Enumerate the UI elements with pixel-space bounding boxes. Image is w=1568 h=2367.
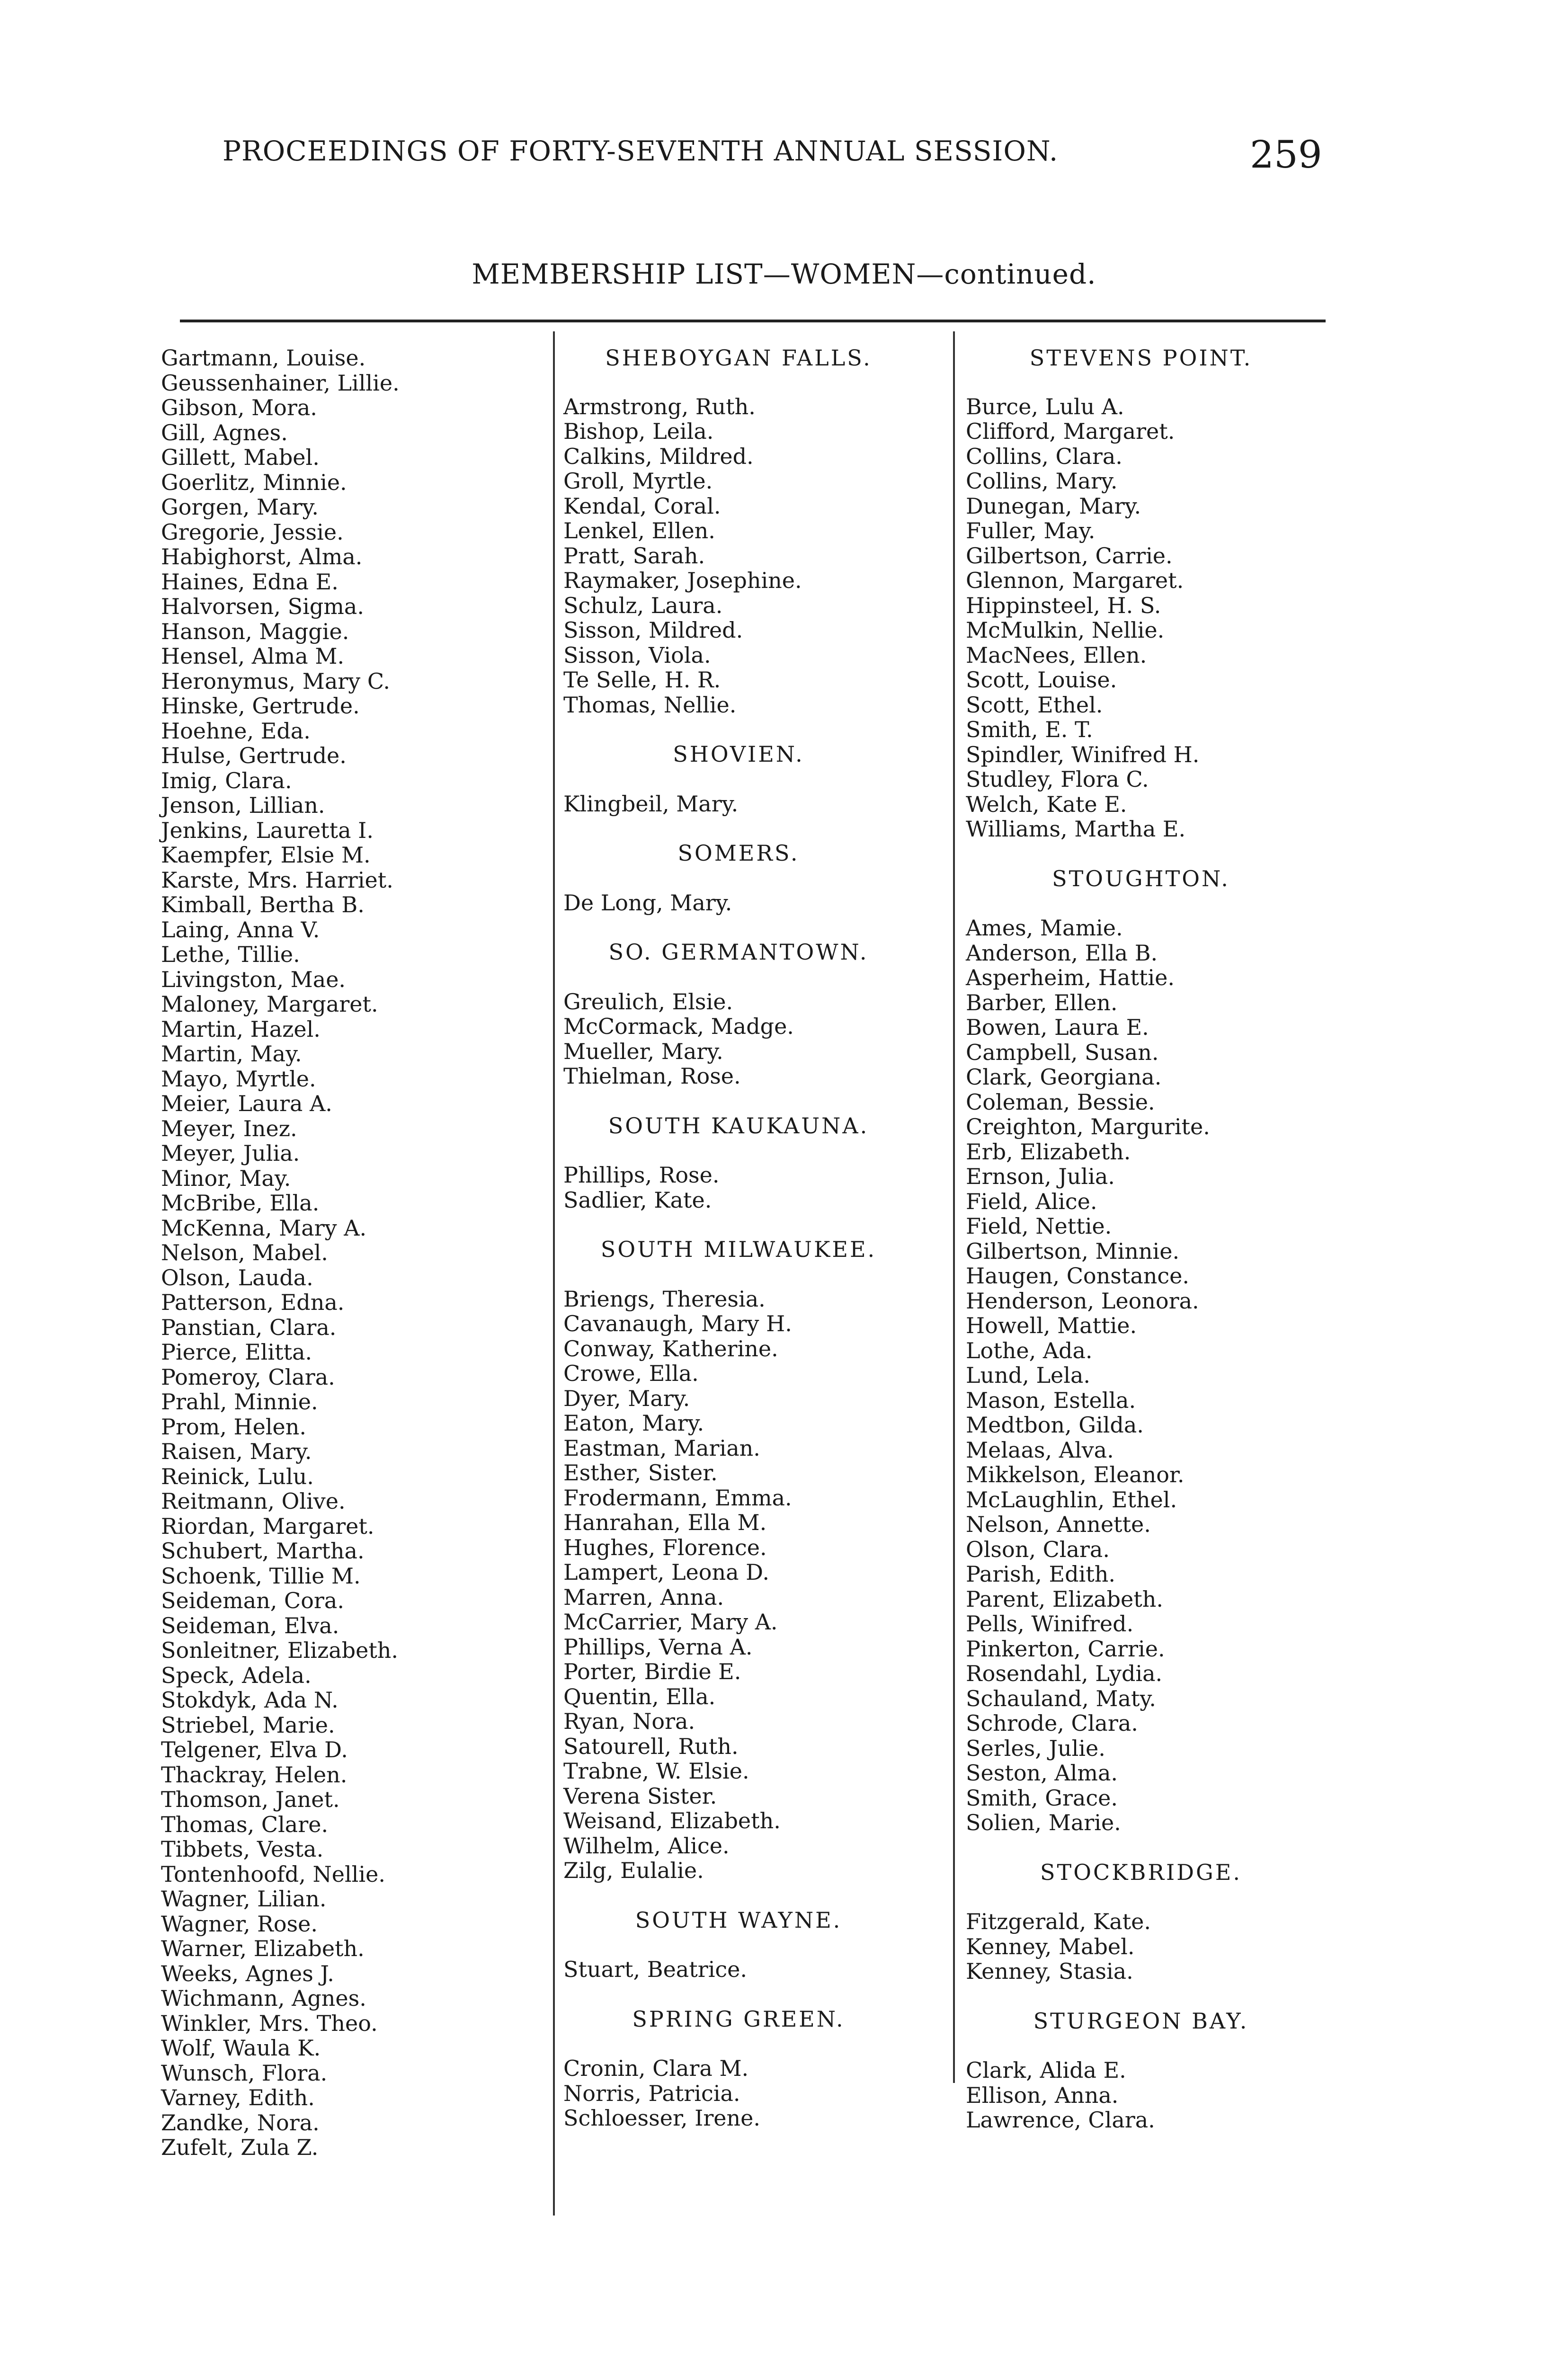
member-name: Kendal, Coral.: [563, 493, 721, 519]
member-name: Hanson, Maggie.: [161, 618, 349, 644]
member-name: Prahl, Minnie.: [161, 1389, 318, 1415]
member-name: Cronin, Clara M.: [563, 2056, 749, 2081]
member-name: Howell, Mattie.: [966, 1313, 1137, 1338]
town-heading: STEVENS POINT.: [1029, 345, 1253, 371]
member-name: Nelson, Annette.: [966, 1512, 1151, 1537]
member-name: Schulz, Laura.: [563, 592, 723, 618]
member-name: Jenkins, Lauretta I.: [161, 817, 374, 843]
town-group: [966, 346, 1326, 842]
town-heading: SOUTH KAUKAUNA.: [608, 1112, 869, 1139]
member-name: Ryan, Nora.: [563, 1709, 695, 1734]
member-name: Lethe, Tillie.: [161, 942, 300, 967]
member-name: Hughes, Florence.: [563, 1534, 767, 1560]
member-name: Burce, Lulu A.: [966, 393, 1124, 419]
member-name: Stuart, Beatrice.: [563, 1957, 748, 1982]
member-name: Studley, Flora C.: [966, 766, 1149, 792]
member-name: Meier, Laura A.: [161, 1091, 332, 1116]
town-group: [161, 346, 540, 2160]
running-title: PROCEEDINGS OF FORTY-SEVENTH ANNUAL SESSION.: [223, 135, 1059, 167]
member-name: Patterson, Edna.: [161, 1290, 345, 1315]
member-name: Halvorsen, Sigma.: [161, 594, 364, 619]
member-name: Stokdyk, Ada N.: [161, 1687, 339, 1713]
member-name: McKenna, Mary A.: [161, 1215, 367, 1241]
member-name: Raymaker, Josephine.: [563, 568, 802, 593]
member-name: Panstian, Clara.: [161, 1314, 337, 1340]
member-column-1: [161, 346, 540, 2160]
member-name: Hoehne, Eda.: [161, 718, 311, 744]
member-name: Verena Sister.: [563, 1783, 717, 1809]
member-name: MacNees, Ellen.: [966, 642, 1147, 668]
member-name: Seideman, Cora.: [161, 1588, 344, 1613]
member-name: Briengs, Theresia.: [563, 1286, 766, 1312]
member-name: Kenney, Mabel.: [966, 1933, 1135, 1959]
member-name: Gill, Agnes.: [161, 419, 288, 445]
town-group: [966, 866, 1326, 1835]
member-name: Ernson, Julia.: [966, 1164, 1115, 1189]
member-name: McLaughlin, Ethel.: [966, 1486, 1177, 1513]
member-name: Phillips, Verna A.: [563, 1634, 753, 1660]
member-name: Gartmann, Louise.: [161, 345, 366, 371]
member-name: Norris, Patricia.: [563, 2080, 740, 2106]
member-name: Haugen, Constance.: [966, 1263, 1189, 1289]
member-name: Klingbeil, Mary.: [563, 791, 739, 817]
town-heading: STURGEON BAY.: [1033, 2008, 1249, 2034]
town-group: [563, 2007, 942, 2131]
member-name: Raisen, Mary.: [161, 1439, 312, 1464]
member-name: Olson, Lauda.: [161, 1264, 313, 1290]
member-name: Field, Nettie.: [966, 1213, 1112, 1239]
member-name: Mason, Estella.: [966, 1387, 1136, 1413]
member-name: Parent, Elizabeth.: [966, 1586, 1163, 1612]
member-name: Weeks, Agnes J.: [161, 1960, 334, 1986]
town-heading: SHEBOYGAN FALLS.: [605, 345, 872, 371]
member-name: Schubert, Martha.: [161, 1538, 365, 1564]
town-group: [563, 841, 942, 915]
town-heading: SPRING GREEN.: [632, 2006, 845, 2032]
member-name: Eastman, Marian.: [563, 1435, 760, 1461]
member-name: Field, Alice.: [966, 1188, 1097, 1214]
member-name: Ellison, Anna.: [966, 2082, 1119, 2108]
header-rule: [180, 320, 1326, 322]
town-group: [563, 940, 942, 1089]
member-name: Dyer, Mary.: [563, 1385, 690, 1411]
member-name: Reitmann, Olive.: [161, 1488, 346, 1514]
member-name: Speck, Adela.: [161, 1662, 312, 1688]
member-name: Warner, Elizabeth.: [161, 1936, 365, 1961]
member-name: Clark, Georgiana.: [966, 1064, 1162, 1090]
member-name: Gilbertson, Carrie.: [966, 543, 1173, 569]
member-name: Te Selle, H. R.: [563, 667, 721, 693]
member-name: McBribe, Ella.: [161, 1190, 320, 1216]
member-name: Striebel, Marie.: [161, 1712, 335, 1738]
member-name: Sisson, Mildred.: [563, 617, 743, 643]
member-name: Pierce, Elitta.: [161, 1339, 312, 1365]
member-name: Meyer, Inez.: [161, 1115, 297, 1141]
town-heading: SOMERS.: [677, 840, 800, 866]
member-name: Pinkerton, Carrie.: [966, 1636, 1165, 1662]
member-name: Gillett, Mabel.: [161, 445, 320, 470]
member-name: Barber, Ellen.: [966, 989, 1118, 1015]
town-heading: SOUTH MILWAUKEE.: [600, 1237, 877, 1262]
member-name: Erb, Elizabeth.: [966, 1139, 1131, 1165]
member-name: Schauland, Maty.: [966, 1685, 1156, 1711]
member-name: Gregorie, Jessie.: [161, 519, 344, 545]
member-name: Telgener, Elva D.: [161, 1737, 348, 1762]
section-title: MEMBERSHIP LIST—WOMEN—continued.: [472, 258, 1096, 290]
member-name: Clifford, Margaret.: [966, 418, 1175, 444]
member-name: Fitzgerald, Kate.: [966, 1909, 1151, 1934]
member-name: Minor, May.: [161, 1165, 291, 1191]
member-name: Habighorst, Alma.: [161, 544, 363, 570]
member-name: Wagner, Lilian.: [161, 1886, 327, 1912]
member-name: Esther, Sister.: [563, 1460, 718, 1486]
member-name: Pomeroy, Clara.: [161, 1364, 335, 1390]
member-name: Meyer, Julia.: [161, 1140, 300, 1166]
town-heading: SO. GERMANTOWN.: [608, 939, 869, 965]
member-name: Riordan, Margaret.: [161, 1513, 374, 1539]
member-name: Glennon, Margaret.: [966, 568, 1184, 593]
member-name: Smith, E. T.: [966, 717, 1093, 742]
town-heading: STOUGHTON.: [1052, 865, 1230, 891]
member-column-3: [966, 346, 1326, 2133]
member-name: McCormack, Madge.: [563, 1014, 794, 1039]
member-name: Schrode, Clara.: [966, 1710, 1138, 1736]
column-divider-left: [553, 331, 555, 2216]
member-name: McMulkin, Nellie.: [966, 617, 1165, 643]
member-name: Smith, Grace.: [966, 1785, 1118, 1811]
member-name: Frodermann, Emma.: [563, 1485, 792, 1511]
member-name: Lothe, Ada.: [966, 1337, 1093, 1363]
member-name: Groll, Myrtle.: [563, 468, 713, 494]
town-group: [563, 346, 942, 717]
member-name: Zufelt, Zula Z.: [161, 2135, 319, 2160]
member-name: Seston, Alma.: [966, 1760, 1118, 1786]
member-name: Kenney, Stasia.: [966, 1958, 1133, 1984]
member-name: Geussenhainer, Lillie.: [161, 370, 400, 396]
member-name: Bowen, Laura E.: [966, 1014, 1149, 1040]
member-name: Creighton, Margurite.: [966, 1114, 1210, 1139]
member-name: McCarrier, Mary A.: [563, 1609, 778, 1635]
member-name: Varney, Edith.: [161, 2085, 315, 2110]
member-name: Gilbertson, Minnie.: [966, 1238, 1180, 1264]
member-name: Serles, Julie.: [966, 1735, 1105, 1761]
member-name: Gibson, Mora.: [161, 395, 317, 420]
town-group: [966, 2009, 1326, 2133]
member-name: Zilg, Eulalie.: [563, 1858, 704, 1883]
member-name: Sonleitner, Elizabeth.: [161, 1637, 399, 1663]
member-name: Williams, Martha E.: [966, 816, 1186, 842]
member-name: Calkins, Mildred.: [563, 443, 754, 469]
member-name: Laing, Anna V.: [161, 917, 320, 943]
member-name: Eaton, Mary.: [563, 1410, 704, 1436]
member-name: Zandke, Nora.: [161, 2109, 320, 2136]
town-group: [966, 1860, 1326, 1984]
member-name: Anderson, Ella B.: [966, 940, 1158, 966]
member-name: Crowe, Ella.: [563, 1361, 699, 1386]
member-name: Thomson, Janet.: [161, 1787, 340, 1812]
member-name: Martin, May.: [161, 1041, 302, 1067]
member-name: Weisand, Elizabeth.: [563, 1808, 781, 1833]
member-name: Wichmann, Agnes.: [161, 1985, 366, 2011]
member-name: Conway, Katherine.: [563, 1335, 778, 1361]
member-name: Trabne, W. Elsie.: [563, 1758, 749, 1784]
member-name: Marren, Anna.: [563, 1584, 724, 1610]
member-name: Tontenhoofd, Nellie.: [161, 1861, 385, 1887]
member-name: Lawrence, Clara.: [966, 2107, 1155, 2133]
member-name: Hensel, Alma M.: [161, 643, 345, 669]
member-name: Winkler, Mrs. Theo.: [161, 2010, 378, 2036]
town-group: [563, 742, 942, 816]
member-name: Scott, Ethel.: [966, 692, 1103, 718]
town-group: [563, 1908, 942, 1982]
column-divider-right: [953, 331, 955, 2083]
member-name: Kaempfer, Elsie M.: [161, 842, 371, 868]
member-name: Collins, Mary.: [966, 468, 1118, 494]
member-name: Greulich, Elsie.: [563, 988, 733, 1014]
member-name: Hulse, Gertrude.: [161, 743, 347, 768]
town-heading: SOUTH WAYNE.: [635, 1907, 842, 1933]
member-name: Hinske, Gertrude.: [161, 693, 360, 719]
member-name: Wagner, Rose.: [161, 1911, 318, 1937]
member-name: Spindler, Winifred H.: [966, 741, 1200, 767]
member-name: Reinick, Lulu.: [161, 1463, 314, 1489]
member-name: Wunsch, Flora.: [161, 2060, 328, 2086]
town-heading: STOCKBRIDGE.: [1040, 1859, 1242, 1885]
member-name: Thackray, Helen.: [161, 1762, 347, 1788]
member-name: Mikkelson, Eleanor.: [966, 1462, 1185, 1487]
member-name: Rosendahl, Lydia.: [966, 1661, 1163, 1686]
member-name: Coleman, Bessie.: [966, 1089, 1155, 1115]
town-group: [563, 1237, 942, 1883]
member-name: Satourell, Ruth.: [563, 1733, 739, 1759]
member-name: Jenson, Lillian.: [161, 792, 325, 818]
member-name: Cavanaugh, Mary H.: [563, 1311, 792, 1336]
member-column-2: [563, 346, 942, 2131]
member-name: Heronymus, Mary C.: [161, 668, 391, 694]
page-number: 259: [1250, 133, 1322, 177]
member-name: Melaas, Alva.: [966, 1437, 1114, 1463]
member-name: Prom, Helen.: [161, 1414, 307, 1440]
member-name: Schloesser, Irene.: [563, 2105, 760, 2131]
member-name: Sisson, Viola.: [563, 642, 711, 668]
member-name: Maloney, Margaret.: [161, 991, 378, 1017]
member-name: Quentin, Ella.: [563, 1683, 716, 1709]
member-name: Martin, Hazel.: [161, 1016, 321, 1042]
member-name: Tibbets, Vesta.: [161, 1836, 324, 1862]
town-heading: SHOVIEN.: [673, 741, 804, 767]
member-name: Kimball, Bertha B.: [161, 892, 365, 917]
member-name: Thielman, Rose.: [563, 1063, 741, 1089]
member-name: Lund, Lela.: [966, 1362, 1091, 1388]
member-name: Welch, Kate E.: [966, 791, 1127, 817]
member-name: Hanrahan, Ella M.: [563, 1510, 767, 1535]
member-name: Pells, Winifred.: [966, 1611, 1134, 1637]
member-name: Porter, Birdie E.: [563, 1659, 741, 1684]
member-name: Campbell, Susan.: [966, 1039, 1159, 1065]
member-name: Haines, Edna E.: [161, 569, 339, 595]
member-name: Mueller, Mary.: [563, 1038, 723, 1064]
member-name: Wilhelm, Alice.: [563, 1833, 730, 1859]
member-name: Thomas, Clare.: [161, 1811, 329, 1837]
member-name: Henderson, Leonora.: [966, 1288, 1199, 1314]
member-name: Clark, Alida E.: [966, 2057, 1126, 2083]
member-name: Lenkel, Ellen.: [563, 518, 715, 543]
member-name: Ames, Mamie.: [966, 915, 1123, 941]
member-name: Bishop, Leila.: [563, 418, 714, 444]
member-name: Phillips, Rose.: [563, 1162, 720, 1188]
member-name: Collins, Clara.: [966, 443, 1123, 469]
member-name: Lampert, Leona D.: [563, 1559, 769, 1585]
town-group: [563, 1113, 942, 1213]
member-name: Livingston, Mae.: [161, 966, 346, 992]
member-name: Armstrong, Ruth.: [563, 393, 756, 419]
member-name: Hippinsteel, H. S.: [966, 592, 1161, 618]
member-name: Imig, Clara.: [161, 767, 292, 793]
member-name: Karste, Mrs. Harriet.: [161, 867, 393, 893]
member-name: Mayo, Myrtle.: [161, 1066, 316, 1092]
member-name: Wolf, Waula K.: [161, 2035, 321, 2061]
member-name: Pratt, Sarah.: [563, 543, 705, 569]
member-name: Sadlier, Kate.: [563, 1187, 712, 1213]
member-name: Thomas, Nellie.: [563, 692, 737, 718]
member-name: Asperheim, Hattie.: [966, 965, 1175, 990]
member-name: Medtbon, Gilda.: [966, 1412, 1144, 1438]
member-name: Fuller, May.: [966, 518, 1096, 543]
member-name: Gorgen, Mary.: [161, 494, 319, 520]
member-name: De Long, Mary.: [563, 890, 732, 916]
member-name: Olson, Clara.: [966, 1536, 1110, 1562]
member-name: Parish, Edith.: [966, 1561, 1115, 1587]
member-name: Nelson, Mabel.: [161, 1240, 328, 1265]
member-name: Schoenk, Tillie M.: [161, 1563, 361, 1589]
member-name: Dunegan, Mary.: [966, 493, 1141, 519]
member-name: Seideman, Elva.: [161, 1612, 339, 1638]
member-name: Scott, Louise.: [966, 667, 1117, 693]
member-name: Solien, Marie.: [966, 1810, 1121, 1835]
member-name: Goerlitz, Minnie.: [161, 469, 347, 495]
